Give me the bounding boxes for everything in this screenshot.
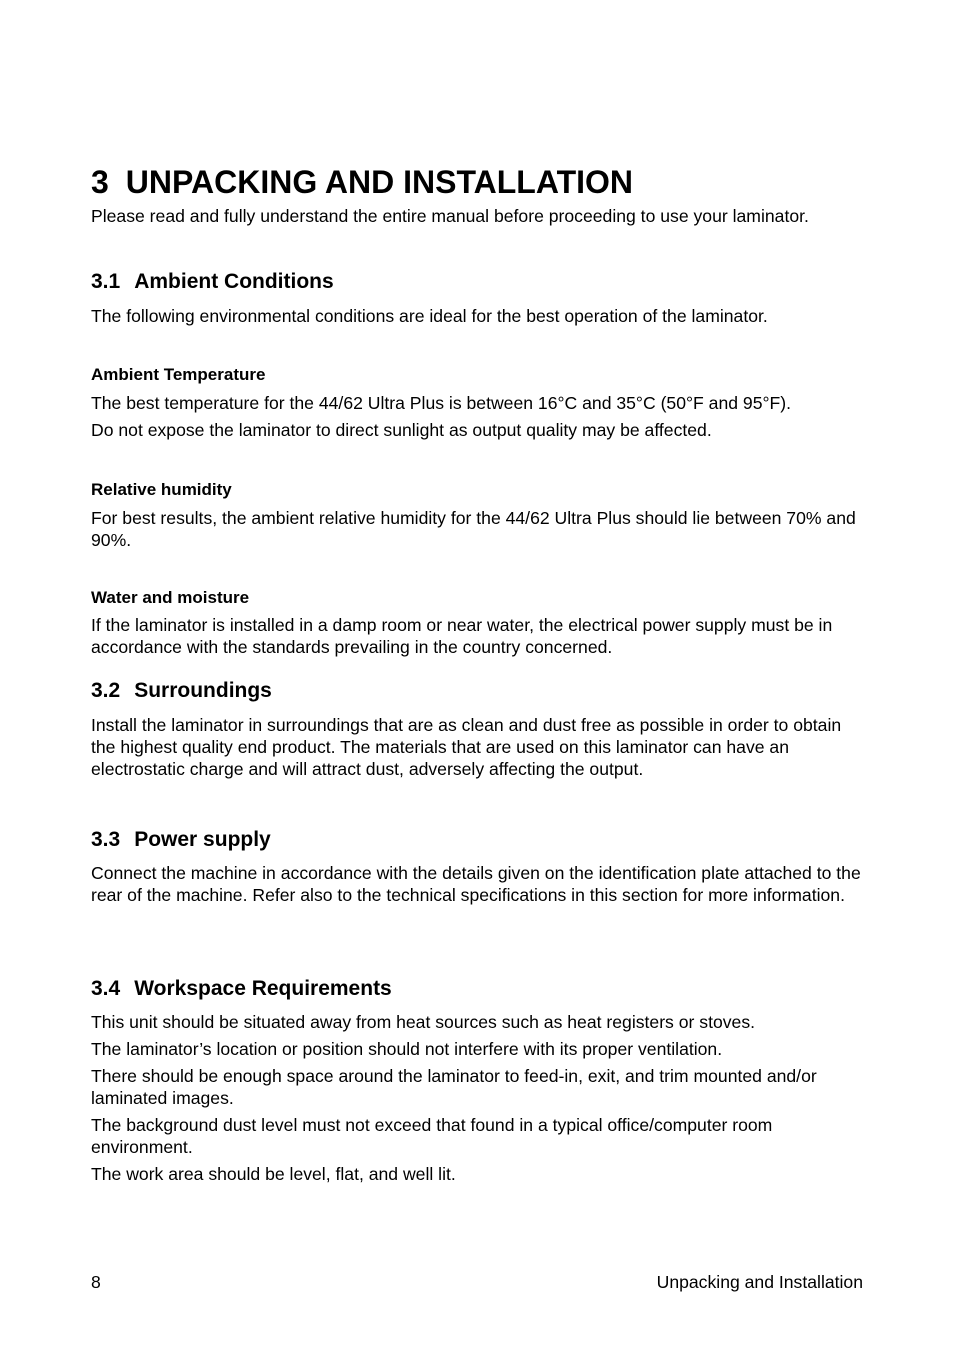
section-title: Workspace Requirements (134, 977, 392, 1000)
paragraph: This unit should be situated away from heat sources such as heat registers or stoves. (91, 1012, 756, 1032)
chapter-number: 3 (91, 164, 109, 200)
chapter-title (91, 164, 633, 200)
section-heading-3-1 (91, 270, 334, 294)
paragraph: Connect the machine in accordance with the details given on the identification plate attached to the rear of the machine. Refer also to the technical specifications in this section for more information. (91, 863, 861, 905)
subheading-relative-humidity: Relative humidity (91, 480, 232, 499)
paragraph: There should be enough space around the laminator to feed-in, exit, and trim mounted and/or laminated images. (91, 1066, 817, 1108)
paragraph: The work area should be level, flat, and well lit. (91, 1164, 456, 1184)
section-title: Power supply (134, 828, 271, 851)
section-heading-3-4 (91, 977, 392, 1001)
section-number: 3.1 (91, 270, 121, 293)
subheading-water-moisture: Water and moisture (91, 588, 250, 607)
paragraph: The laminator’s location or position should not interfere with its proper ventilation. (91, 1039, 723, 1059)
section-number: 3.3 (91, 828, 121, 851)
section-intro: The following environmental conditions are ideal for the best operation of the laminator. (91, 306, 768, 326)
section-number: 3.2 (91, 679, 121, 702)
paragraph: For best results, the ambient relative humidity for the 44/62 Ultra Plus should lie between 70% and 90%. (91, 508, 856, 550)
paragraph: The best temperature for the 44/62 Ultra Plus is between 16°C and 35°C (50°F and 95°F). (91, 393, 792, 413)
footer-section-title: Unpacking and Installation (656, 1272, 863, 1292)
page-number: 8 (91, 1272, 101, 1292)
manual-page (91, 0, 866, 1351)
paragraph: If the laminator is installed in a damp room or near water, the electrical power supply must be in accordance with the standards prevailing in the country concerned. (91, 615, 833, 657)
section-heading-3-2 (91, 679, 272, 703)
section-title: Surroundings (134, 679, 272, 702)
chapter-title-text: UNPACKING AND INSTALLATION (125, 164, 634, 200)
paragraph: Do not expose the laminator to direct sunlight as output quality may be affected. (91, 420, 712, 440)
chapter-intro: Please read and fully understand the entire manual before proceeding to use your laminator. (91, 206, 809, 226)
paragraph: The background dust level must not exceed that found in a typical office/computer room environment. (91, 1115, 773, 1157)
paragraph: Install the laminator in surroundings that are as clean and dust free as possible in order to obtain the highest quality end product. The materials that are used on this laminator can have an electrostatic charge and will attract dust, adversely affecting the output. (91, 715, 842, 779)
subheading-ambient-temperature: Ambient Temperature (91, 365, 266, 384)
section-number: 3.4 (91, 977, 121, 1000)
section-title: Ambient Conditions (134, 270, 334, 293)
section-heading-3-3 (91, 828, 271, 852)
